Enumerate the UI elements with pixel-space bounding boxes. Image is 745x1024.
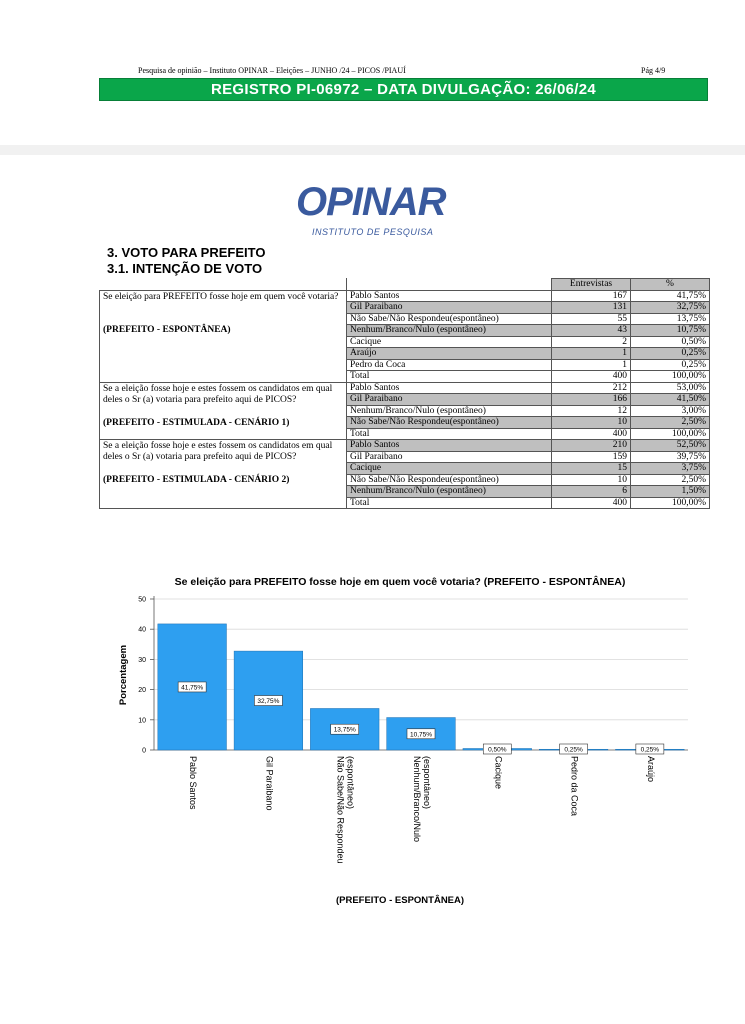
table-row bbox=[100, 382, 710, 394]
x-tick-label: Cacique bbox=[493, 756, 504, 790]
logo-wordmark: OPINAR bbox=[296, 180, 446, 224]
option-percent: 32,75% bbox=[631, 302, 710, 314]
option-count: 6 bbox=[552, 486, 631, 498]
option-label: Gil Paraibano bbox=[347, 451, 552, 463]
y-tick-label: 40 bbox=[138, 626, 146, 634]
option-count: 15 bbox=[552, 463, 631, 475]
question-cell bbox=[100, 290, 347, 382]
value-label: 13,75% bbox=[333, 726, 356, 734]
question-text: Se a eleição fosse hoje e estes fossem os candidatos em qual deles o Sr (a) votaria para prefeito aqui de PICOS? bbox=[103, 441, 333, 462]
opinar-logo bbox=[290, 180, 460, 240]
option-label: Não Sabe/Não Respondeu(espontâneo) bbox=[347, 474, 552, 486]
table-header-blank bbox=[100, 279, 347, 291]
option-percent: 1,50% bbox=[631, 486, 710, 498]
option-count: 400 bbox=[552, 497, 631, 509]
option-label: Total bbox=[347, 428, 552, 440]
option-count: 1 bbox=[552, 359, 631, 371]
option-percent: 2,50% bbox=[631, 417, 710, 429]
option-count: 10 bbox=[552, 474, 631, 486]
table-row bbox=[100, 290, 710, 302]
table-header-blank bbox=[347, 279, 552, 291]
option-label: Nenhum/Branco/Nulo (espontâneo) bbox=[347, 325, 552, 337]
chart-svg bbox=[100, 570, 700, 920]
option-count: 1 bbox=[552, 348, 631, 360]
x-tick-label: (espontâneo) bbox=[345, 756, 356, 810]
value-label: 0,25% bbox=[640, 746, 660, 754]
x-axis-label: (PREFEITO - ESPONTÂNEA) bbox=[335, 895, 465, 906]
header-page-number: Pág 4/9 bbox=[641, 66, 666, 75]
col-percent-header: % bbox=[631, 279, 710, 291]
x-tick-label: Nenhum/Branco/Nulo bbox=[412, 756, 422, 843]
logo-subtitle: INSTITUTO DE PESQUISA bbox=[312, 227, 434, 237]
option-label: Nenhum/Branco/Nulo (espontâneo) bbox=[347, 405, 552, 417]
option-count: 210 bbox=[552, 440, 631, 452]
option-percent: 0,50% bbox=[631, 336, 710, 348]
option-count: 167 bbox=[552, 290, 631, 302]
option-label: Total bbox=[347, 497, 552, 509]
question-cell bbox=[100, 382, 347, 440]
question-text: Se eleição para PREFEITO fosse hoje em quem você votaria? bbox=[103, 291, 339, 302]
question-tag: (PREFEITO - ESPONTÂNEA) bbox=[103, 324, 231, 335]
option-count: 55 bbox=[552, 313, 631, 325]
x-tick-label: (espontâneo) bbox=[422, 756, 432, 810]
option-label: Gil Paraibano bbox=[347, 302, 552, 314]
option-label: Não Sabe/Não Respondeu(espontâneo) bbox=[347, 313, 552, 325]
option-label: Total bbox=[347, 371, 552, 383]
y-tick-label: 10 bbox=[138, 717, 146, 725]
option-label: Pablo Santos bbox=[347, 440, 552, 452]
option-label: Gil Paraibano bbox=[347, 394, 552, 406]
table-header-row bbox=[100, 279, 710, 291]
option-label: Pedro da Coca bbox=[347, 359, 552, 371]
x-tick-label: Pablo Santos bbox=[188, 756, 199, 810]
option-label: Cacique bbox=[347, 463, 552, 475]
section-subtitle: 3.1. INTENÇÃO DE VOTO bbox=[107, 261, 263, 276]
option-percent: 53,00% bbox=[631, 382, 710, 394]
option-count: 2 bbox=[552, 336, 631, 348]
y-tick-label: 50 bbox=[138, 596, 146, 604]
option-count: 12 bbox=[552, 405, 631, 417]
option-label: Nenhum/Branco/Nulo (espontâneo) bbox=[347, 486, 552, 498]
option-percent: 100,00% bbox=[631, 428, 710, 440]
x-tick-label: Gil Paraibano bbox=[264, 756, 275, 811]
question-text: Se a eleição fosse hoje e estes fossem os candidatos em qual deles o Sr (a) votaria para prefeito aqui de PICOS? bbox=[103, 383, 333, 405]
option-label: Pablo Santos bbox=[347, 290, 552, 302]
option-percent: 3,00% bbox=[631, 405, 710, 417]
option-percent: 41,50% bbox=[631, 394, 710, 406]
results-table bbox=[99, 278, 710, 509]
question-cell bbox=[100, 440, 347, 509]
option-percent: 100,00% bbox=[631, 371, 710, 383]
bar-chart bbox=[100, 570, 700, 920]
x-tick-label: Pedro da Coca bbox=[569, 756, 580, 817]
option-label: Não Sabe/Não Respondeu(espontâneo) bbox=[347, 417, 552, 429]
option-label: Cacique bbox=[347, 336, 552, 348]
value-label: 41,75% bbox=[181, 684, 204, 692]
y-tick-label: 20 bbox=[138, 687, 146, 695]
y-tick-label: 30 bbox=[138, 656, 146, 664]
table-row bbox=[100, 440, 710, 452]
option-percent: 2,50% bbox=[631, 474, 710, 486]
registro-banner: REGISTRO PI-06972 – DATA DIVULGAÇÃO: 26/06/24 bbox=[99, 78, 708, 101]
x-tick-label: Não Sabe/Não Respondeu bbox=[335, 756, 346, 864]
option-count: 159 bbox=[552, 451, 631, 463]
option-label: Araújo bbox=[347, 348, 552, 360]
x-tick-label: Araújo bbox=[645, 756, 656, 783]
page-separator bbox=[0, 145, 745, 155]
option-percent: 13,75% bbox=[631, 313, 710, 325]
option-percent: 100,00% bbox=[631, 497, 710, 509]
option-count: 166 bbox=[552, 394, 631, 406]
option-count: 400 bbox=[552, 371, 631, 383]
chart-title: Se eleição para PREFEITO fosse hoje em quem você votaria? (PREFEITO - ESPONTÂNEA) bbox=[174, 576, 626, 588]
col-entrevistas-header: Entrevistas bbox=[552, 279, 631, 291]
option-count: 43 bbox=[552, 325, 631, 337]
option-percent: 0,25% bbox=[631, 359, 710, 371]
option-percent: 39,75% bbox=[631, 451, 710, 463]
header-source-line: Pesquisa de opinião – Instituto OPINAR – Eleições – JUNHO /24 – PICOS /PIAUÍ bbox=[138, 66, 406, 75]
value-label: 0,50% bbox=[488, 746, 507, 754]
option-percent: 0,25% bbox=[631, 348, 710, 360]
value-label: 32,75% bbox=[257, 698, 280, 706]
question-tag: (PREFEITO - ESTIMULADA - CENÁRIO 1) bbox=[103, 417, 290, 428]
y-axis-label: Porcentagem bbox=[118, 644, 129, 706]
y-tick-label: 0 bbox=[142, 747, 146, 755]
option-percent: 52,50% bbox=[631, 440, 710, 452]
option-count: 10 bbox=[552, 417, 631, 429]
question-tag: (PREFEITO - ESTIMULADA - CENÁRIO 2) bbox=[103, 475, 290, 485]
value-label: 10,75% bbox=[409, 731, 433, 739]
section-title: 3. VOTO PARA PREFEITO bbox=[107, 245, 266, 260]
option-count: 212 bbox=[552, 382, 631, 394]
option-percent: 3,75% bbox=[631, 463, 710, 475]
option-percent: 10,75% bbox=[631, 325, 710, 337]
option-percent: 41,75% bbox=[631, 290, 710, 302]
option-count: 400 bbox=[552, 428, 631, 440]
option-count: 131 bbox=[552, 302, 631, 314]
value-label: 0,25% bbox=[564, 746, 583, 754]
option-label: Pablo Santos bbox=[347, 382, 552, 394]
